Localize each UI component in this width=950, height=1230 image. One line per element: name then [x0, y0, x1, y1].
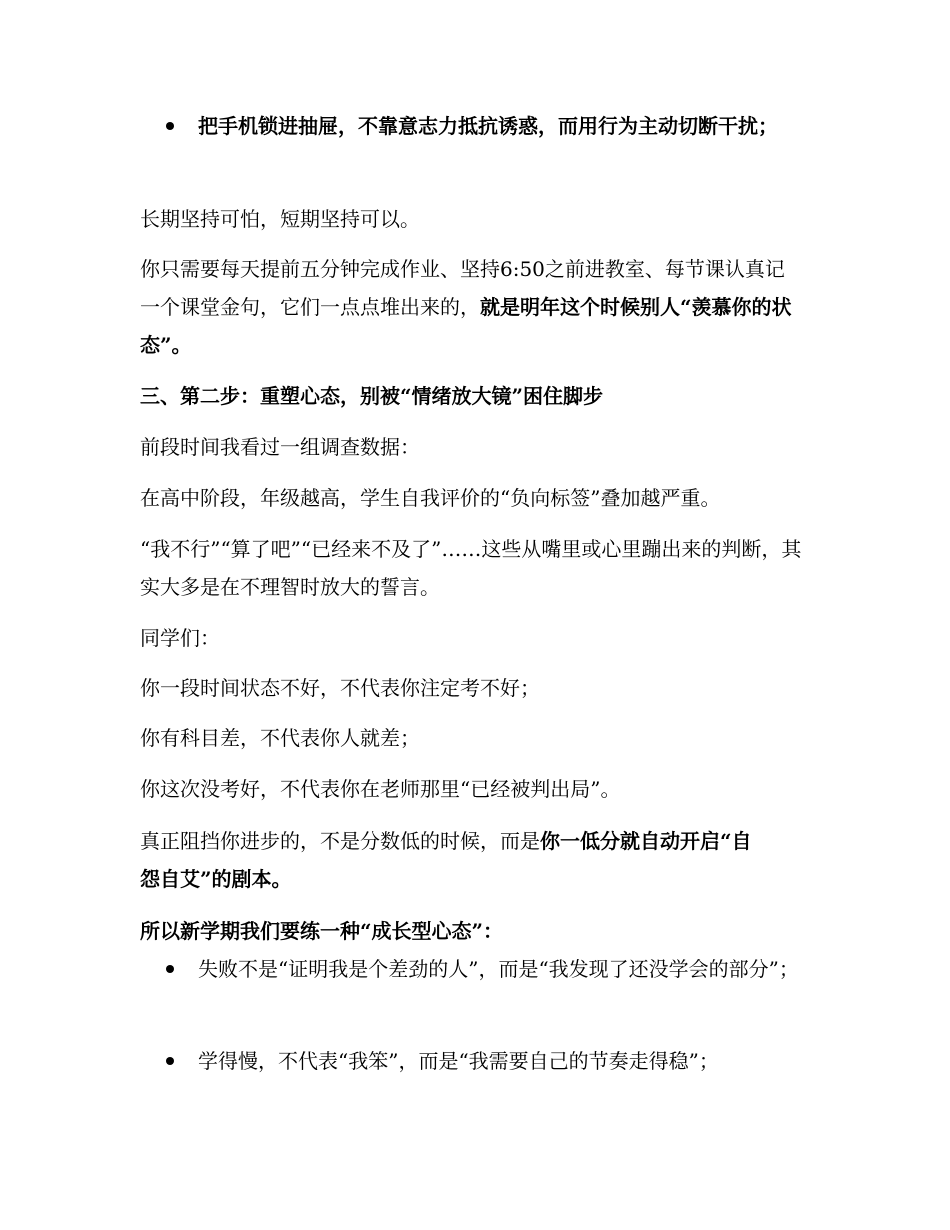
bullet-dot-icon — [166, 122, 174, 130]
list-item-text: 失败不是“证明我是个差劲的人”，而是“我发现了还没学会的部分”； — [198, 957, 799, 981]
paragraph: “我不行”“算了吧”“已经来不及了”……这些从嘴里或心里蹦出来的判断，其实大多是在不理智时放大的誓言。 — [140, 537, 802, 599]
paragraph — [140, 822, 760, 898]
bullet-dot-icon — [166, 1057, 174, 1065]
paragraph: 在高中阶段，年级越高，学生自我评价的“负向标签”叠加越严重。 — [140, 486, 721, 510]
paragraph-text: 你只需要每天提前五分钟完成作业、坚持6:50之前进教室、每节课认真记一个课堂金句，它们一点点堆出来的， — [140, 257, 785, 319]
paragraph: 你这次没考好，不代表你在老师那里“已经被判出局”。 — [140, 777, 621, 801]
paragraph: 同学们： — [140, 626, 220, 650]
list-item-text: 学得慢，不代表“我笨”，而是“我需要自己的节奏走得稳”； — [198, 1049, 719, 1073]
paragraph — [140, 250, 800, 364]
list-item-text: 把手机锁进抽屉，不靠意志力抵抗诱惑，而用行为主动切断干扰； — [198, 114, 778, 138]
paragraph: 长期坚持可怕，短期坚持可以。 — [140, 207, 420, 231]
section-heading: 三、第二步：重塑心态，别被“情绪放大镜”困住脚步 — [140, 384, 604, 408]
paragraph: 你一段时间状态不好，不代表你注定考不好； — [140, 676, 540, 700]
paragraph-emphasis: 你一低分就自动开启“自怨自艾”的剧本。 — [140, 829, 752, 891]
bullet-dot-icon — [166, 965, 174, 973]
paragraph: 所以新学期我们要练一种“成长型心态”： — [140, 919, 504, 943]
paragraph: 你有科目差，不代表你人就差； — [140, 726, 420, 750]
paragraph-text: 真正阻挡你进步的，不是分数低的时候，而是 — [140, 829, 540, 853]
paragraph: 前段时间我看过一组调查数据： — [140, 435, 420, 459]
paragraph-emphasis: 就是明年这个时候别人“羡慕你的状态”。 — [140, 295, 792, 357]
